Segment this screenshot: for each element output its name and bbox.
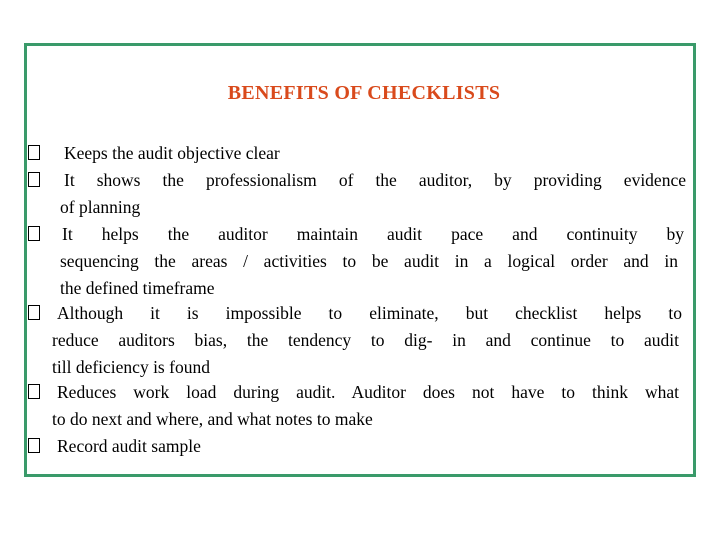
bullet-square-icon [28, 145, 40, 160]
item-2-line-2: of planning [60, 197, 141, 217]
bullet-square-icon [28, 305, 40, 320]
item-1-line-1: Keeps the audit objective clear [64, 143, 280, 163]
slide-title: BENEFITS OF CHECKLISTS [227, 82, 501, 104]
bullet-square-icon [28, 438, 40, 453]
item-4-line-3: till deficiency is found [52, 357, 210, 377]
item-2-line-1: It shows the professionalism of the auditor, by providing evidence [64, 170, 686, 190]
bullet-square-icon [28, 226, 40, 241]
bullet-square-icon [28, 172, 40, 187]
item-3-line-2: sequencing the areas / activities to be audit in a logical order and in [60, 251, 678, 271]
item-5-line-1: Reduces work load during audit. Auditor does not have to think what [57, 382, 679, 402]
item-3-line-3: the defined timeframe [60, 278, 215, 298]
item-6-line-1: Record audit sample [57, 436, 201, 456]
item-3-line-1: It helps the auditor maintain audit pace and continuity by [62, 224, 684, 244]
item-4-line-1: Although it is impossible to eliminate, but checklist helps to [57, 303, 682, 323]
bullet-square-icon [28, 384, 40, 399]
item-5-line-2: to do next and where, and what notes to make [52, 409, 373, 429]
item-4-line-2: reduce auditors bias, the tendency to dig- in and continue to audit [52, 330, 679, 350]
